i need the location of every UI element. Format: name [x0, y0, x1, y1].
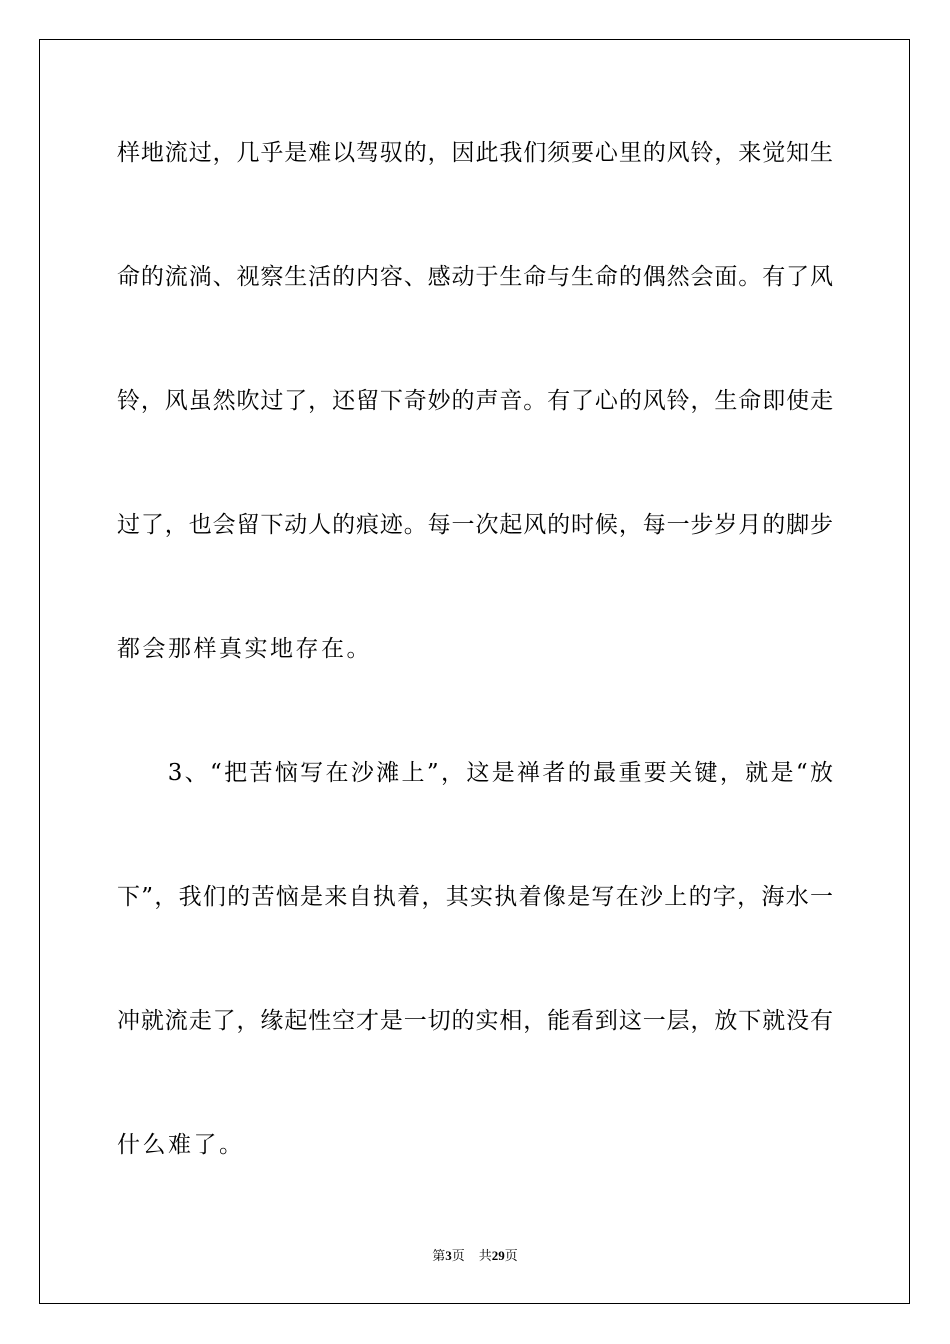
- footer-total-suffix: 页: [504, 1249, 518, 1264]
- footer-total-pages: 29: [491, 1248, 505, 1263]
- body-line-4: 过了，也会留下动人的痕迹。每一次起风的时候，每一步岁月的脚步: [117, 512, 833, 538]
- body-line-8: 冲就流走了，缘起性空才是一切的实相，能看到这一层，放下就没有: [117, 1008, 833, 1034]
- body-line-7: 下”，我们的苦恼是来自执着，其实执着像是写在沙上的字，海水一: [117, 884, 833, 910]
- body-line-2: 命的流淌、视察生活的内容、感动于生命与生命的偶然会面。有了风: [117, 264, 833, 290]
- body-line-1: 样地流过，几乎是难以驾驭的，因此我们须要心里的风铃，来觉知生: [117, 140, 833, 166]
- body-line-5: 都会那样真实地存在。: [117, 636, 372, 662]
- body-line-3: 铃，风虽然吹过了，还留下奇妙的声音。有了心的风铃，生命即使走: [117, 388, 833, 414]
- footer-total-prefix: 共: [478, 1249, 492, 1264]
- footer-page-prefix: 第: [432, 1249, 446, 1264]
- page-footer: [0, 1246, 950, 1267]
- page-border: [39, 39, 910, 1304]
- footer-page-number: 3: [445, 1248, 452, 1263]
- footer-page-suffix: 页: [451, 1249, 465, 1264]
- body-line-9: 什么难了。: [117, 1132, 245, 1158]
- body-line-6: 3、“把苦恼写在沙滩上”，这是禅者的最重要关键，就是“放: [117, 760, 833, 786]
